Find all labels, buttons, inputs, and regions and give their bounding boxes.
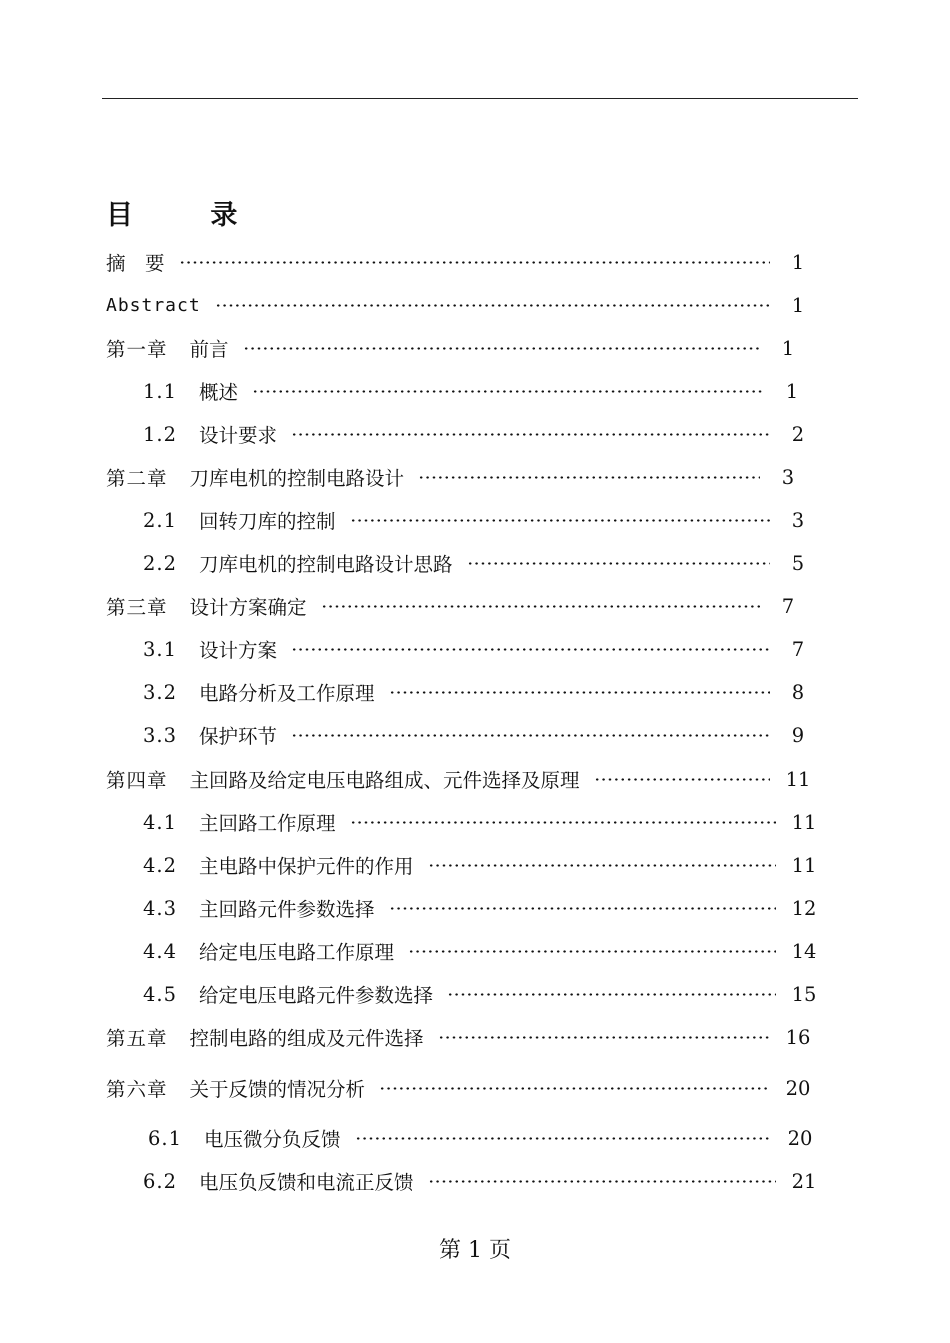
toc-entry-page: 7 (791, 637, 805, 661)
toc-entry-number: 1.2 (143, 422, 178, 446)
toc-entry-label: 关于反馈的情况分析 (189, 1078, 366, 1101)
toc-entry[interactable] (143, 1166, 818, 1196)
toc-entry-label: 刀库电机的控制电路设计 (189, 467, 405, 490)
toc-entry-number: 1.1 (143, 379, 178, 403)
toc-entry[interactable] (106, 1073, 812, 1103)
toc-entry-page: 11 (791, 853, 817, 877)
dot-leader (389, 691, 770, 694)
toc-entry-label: 设计方案 (199, 639, 278, 662)
toc-entry[interactable] (106, 333, 802, 363)
toc-entry-label: 概述 (199, 381, 239, 404)
toc-entry-page: 20 (787, 1126, 813, 1150)
toc-entry-number: 2.1 (143, 508, 178, 532)
toc-entry-page: 11 (791, 810, 817, 834)
toc-entry[interactable] (143, 634, 812, 664)
toc-entry[interactable] (106, 764, 812, 794)
toc-entry-number: 4.1 (143, 810, 178, 834)
dot-leader (355, 1137, 772, 1140)
toc-entry[interactable] (106, 247, 812, 277)
toc-entry-number: 第三章 (106, 596, 168, 619)
dot-leader (243, 347, 760, 350)
toc-entry-page: 3 (791, 508, 805, 532)
toc-entry-label: 设计要求 (199, 424, 278, 447)
dot-leader (408, 950, 776, 953)
dot-leader (594, 778, 770, 781)
toc-entry-label: 电压负反馈和电流正反馈 (199, 1171, 414, 1194)
page-number: 第 1 页 (439, 1238, 511, 1263)
toc-entry-number: 第四章 (106, 769, 168, 792)
toc-entry[interactable] (143, 505, 812, 535)
toc-entry-page: 1 (781, 336, 795, 360)
dot-leader (467, 562, 770, 565)
dot-leader (291, 734, 770, 737)
toc-entry-label: 主回路元件参数选择 (199, 898, 375, 921)
toc-entry[interactable] (143, 720, 812, 750)
toc-entry-label: 主电路中保护元件的作用 (199, 855, 414, 878)
toc-entry[interactable] (143, 376, 806, 406)
toc-entry-number: 6.2 (143, 1169, 178, 1193)
toc-entry[interactable] (106, 462, 802, 492)
toc-entry-page: 20 (785, 1076, 811, 1100)
toc-entry-label: 电路分析及工作原理 (199, 682, 375, 705)
toc-entry-page: 1 (791, 250, 805, 274)
toc-entry-page: 3 (781, 465, 795, 489)
toc-entry-page: 14 (791, 939, 817, 963)
toc-entry-page: 8 (791, 680, 805, 704)
dot-leader (321, 605, 760, 608)
toc-entry[interactable] (143, 548, 812, 578)
toc-entry-label: 前言 (189, 338, 229, 361)
toc-entry-label: 主回路及给定电压电路组成、元件选择及原理 (189, 769, 580, 792)
toc-entry[interactable] (143, 979, 818, 1009)
toc-entry-page: 7 (781, 594, 795, 618)
toc-entry-label: 保护环节 (199, 725, 278, 748)
toc-entry-page: 9 (791, 723, 805, 747)
dot-leader (438, 1036, 770, 1039)
toc-entry-number: 3.2 (143, 680, 178, 704)
toc-entry-number: 4.3 (143, 896, 178, 920)
toc-entry-number: 6.1 (148, 1126, 183, 1150)
toc-entry-number: 3.3 (143, 723, 178, 747)
toc-entry-number: 3.1 (143, 637, 178, 661)
toc-entry-label: 设计方案确定 (189, 596, 307, 619)
toc-entry-label: 电压微分负反馈 (204, 1128, 341, 1151)
toc-title: 目 录 (106, 200, 272, 231)
toc-entry-number: 第六章 (106, 1078, 168, 1101)
toc-entry-label: 刀库电机的控制电路设计思路 (199, 553, 453, 576)
toc-entry-number: 2.2 (143, 551, 178, 575)
dot-leader (350, 519, 770, 522)
toc-entry-page: 16 (785, 1025, 811, 1049)
toc-entry-label: 控制电路的组成及元件选择 (189, 1027, 424, 1050)
dot-leader (379, 1087, 770, 1090)
dot-leader (428, 1180, 776, 1183)
toc-entry[interactable] (148, 1123, 814, 1153)
toc-entry[interactable] (143, 893, 818, 923)
dot-leader (428, 864, 776, 867)
toc-entry-page: 1 (785, 379, 799, 403)
toc-entry-number: 4.4 (143, 939, 178, 963)
dot-leader (418, 476, 760, 479)
toc-entry-number: 4.5 (143, 982, 178, 1006)
toc-entry-page: 5 (791, 551, 805, 575)
dot-leader (179, 261, 770, 264)
toc-entry-label: Abstract (106, 294, 201, 316)
toc-entry-page: 11 (785, 767, 811, 791)
toc-entry-label: 给定电压电路工作原理 (199, 941, 395, 964)
toc-entry-number: 第一章 (106, 338, 168, 361)
toc-entry[interactable] (106, 1022, 812, 1052)
dot-leader (215, 304, 770, 307)
toc-entry[interactable] (143, 677, 812, 707)
toc-entry-page: 21 (791, 1169, 817, 1193)
toc-entry-page: 1 (791, 293, 805, 317)
toc-entry-label: 摘 要 (106, 252, 165, 275)
dot-leader (291, 433, 770, 436)
dot-leader (291, 648, 770, 651)
toc-entry[interactable] (106, 591, 802, 621)
toc-entry-page: 15 (791, 982, 817, 1006)
dot-leader (350, 821, 776, 824)
dot-leader (447, 993, 776, 996)
toc-entry[interactable] (143, 807, 818, 837)
toc-entry-label: 给定电压电路元件参数选择 (199, 984, 434, 1007)
toc-entry[interactable] (143, 936, 818, 966)
dot-leader (389, 907, 776, 910)
toc-entry-number: 第五章 (106, 1027, 168, 1050)
toc-entry-number: 第二章 (106, 467, 168, 490)
header-rule (102, 98, 858, 99)
toc-entry[interactable] (106, 290, 812, 320)
toc-entry-page: 2 (791, 422, 805, 446)
toc-entry[interactable] (143, 850, 818, 880)
toc-entry[interactable] (143, 419, 812, 449)
toc-entry-number: 4.2 (143, 853, 178, 877)
toc-entry-label: 回转刀库的控制 (199, 510, 336, 533)
dot-leader (252, 390, 764, 393)
toc-entry-page: 12 (791, 896, 817, 920)
toc-entry-label: 主回路工作原理 (199, 812, 336, 835)
